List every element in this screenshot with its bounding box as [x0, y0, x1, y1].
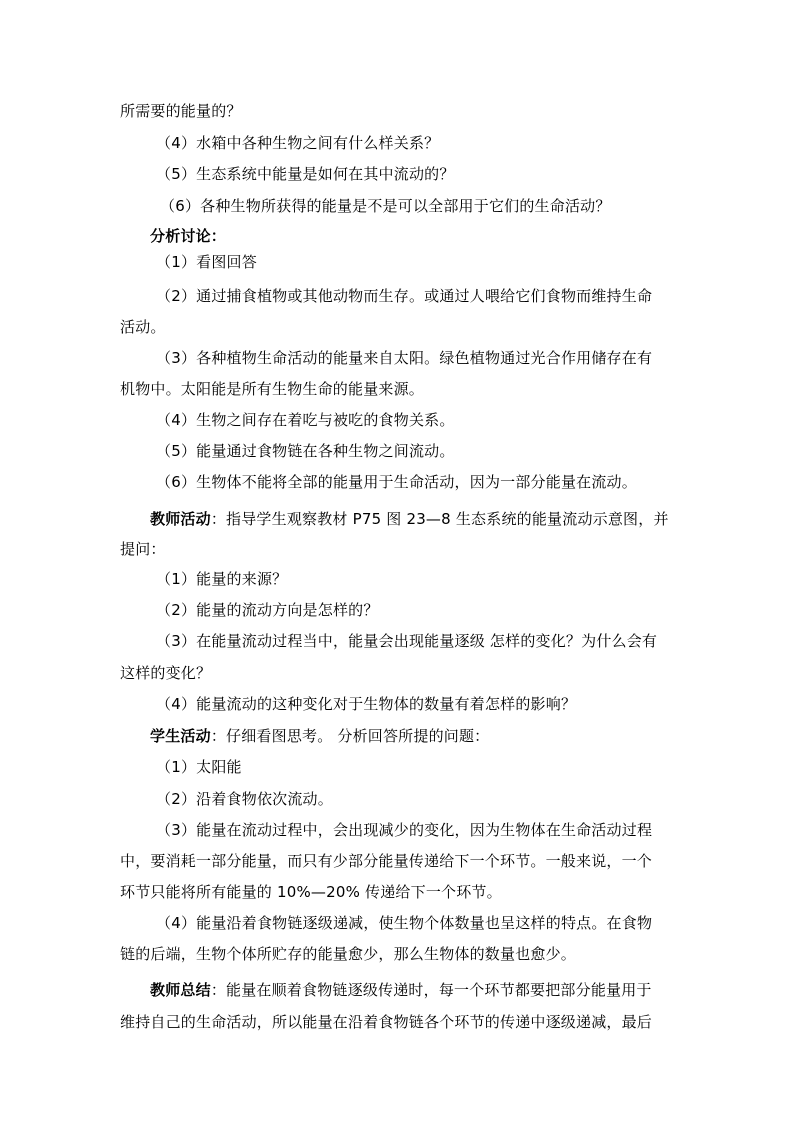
teacher-question-3-cont: 这样的变化？: [120, 664, 212, 682]
answer-2: （2）通过捕食植物或其他动物而生存。或通过人喂给它们食物而维持生命: [156, 287, 653, 305]
answer-4: （4）生物之间存在着吃与被吃的食物关系。: [156, 411, 455, 429]
teacher-summary-cont: 维持自己的生命活动，所以能量在沿着食物链各个环节的传递中逐级递减，最后: [120, 1013, 653, 1031]
answer-2-cont: 活动。: [120, 318, 166, 336]
question-6: （6）各种生物所获得的能量是不是可以全部用于它们的生命活动？: [160, 197, 611, 215]
teacher-activity: 教师活动：指导学生观察教材 P75 图 23—8 生态系统的能量流动示意图，并: [150, 510, 669, 528]
answer-6: （6）生物体不能将全部的能量用于生命活动，因为一部分能量在流动。: [156, 473, 637, 491]
student-answer-1: （1）太阳能: [156, 758, 242, 776]
student-answer-3: （3）能量在流动过程中，会出现减少的变化，因为生物体在生命活动过程: [156, 821, 653, 839]
answer-3: （3）各种植物生命活动的能量来自太阳。绿色植物通过光合作用储存在有: [156, 349, 653, 367]
text-line-1: 所需要的能量的？: [120, 102, 242, 120]
question-4: （4）水箱中各种生物之间有什么样关系？: [156, 134, 440, 152]
answer-5: （5）能量通过食物链在各种生物之间流动。: [156, 442, 455, 460]
student-answer-4-cont: 链的后端，生物个体所贮存的能量愈少，那么生物体的数量也愈少。: [120, 945, 577, 963]
question-5: （5）生态系统中能量是如何在其中流动的？: [156, 165, 455, 183]
student-answer-4: （4）能量沿着食物链逐级递减，使生物个体数量也呈这样的特点。在食物: [156, 914, 653, 932]
student-answer-2: （2）沿着食物依次流动。: [156, 790, 333, 808]
answer-1: （1）看图回答: [156, 253, 257, 271]
section-heading-analysis: 分析讨论：: [150, 227, 227, 245]
teacher-activity-cont: 提问：: [120, 540, 166, 558]
student-answer-3-cont-1: 中，要消耗一部分能量，而只有少部分能量传递给下一个环节。一般来说，一个: [120, 852, 653, 870]
teacher-question-1: （1）能量的来源？: [156, 570, 288, 588]
answer-3-cont: 机物中。太阳能是所有生物生命的能量来源。: [120, 380, 425, 398]
teacher-question-3: （3）在能量流动过程当中，能量会出现能量逐级 怎样的变化？为什么会有: [156, 632, 658, 650]
teacher-summary: 教师总结：能量在顺着食物链逐级传递时，每一个环节都要把部分能量用于: [150, 981, 652, 999]
student-answer-3-cont-2: 环节只能将所有能量的 10%—20% 传递给下一个环节。: [120, 883, 502, 901]
student-activity: 学生活动：仔细看图思考。 分析回答所提的问题：: [150, 727, 490, 745]
teacher-question-2: （2）能量的流动方向是怎样的？: [156, 601, 379, 619]
teacher-question-4: （4）能量流动的这种变化对于生物体的数量有着怎样的影响？: [156, 695, 577, 713]
